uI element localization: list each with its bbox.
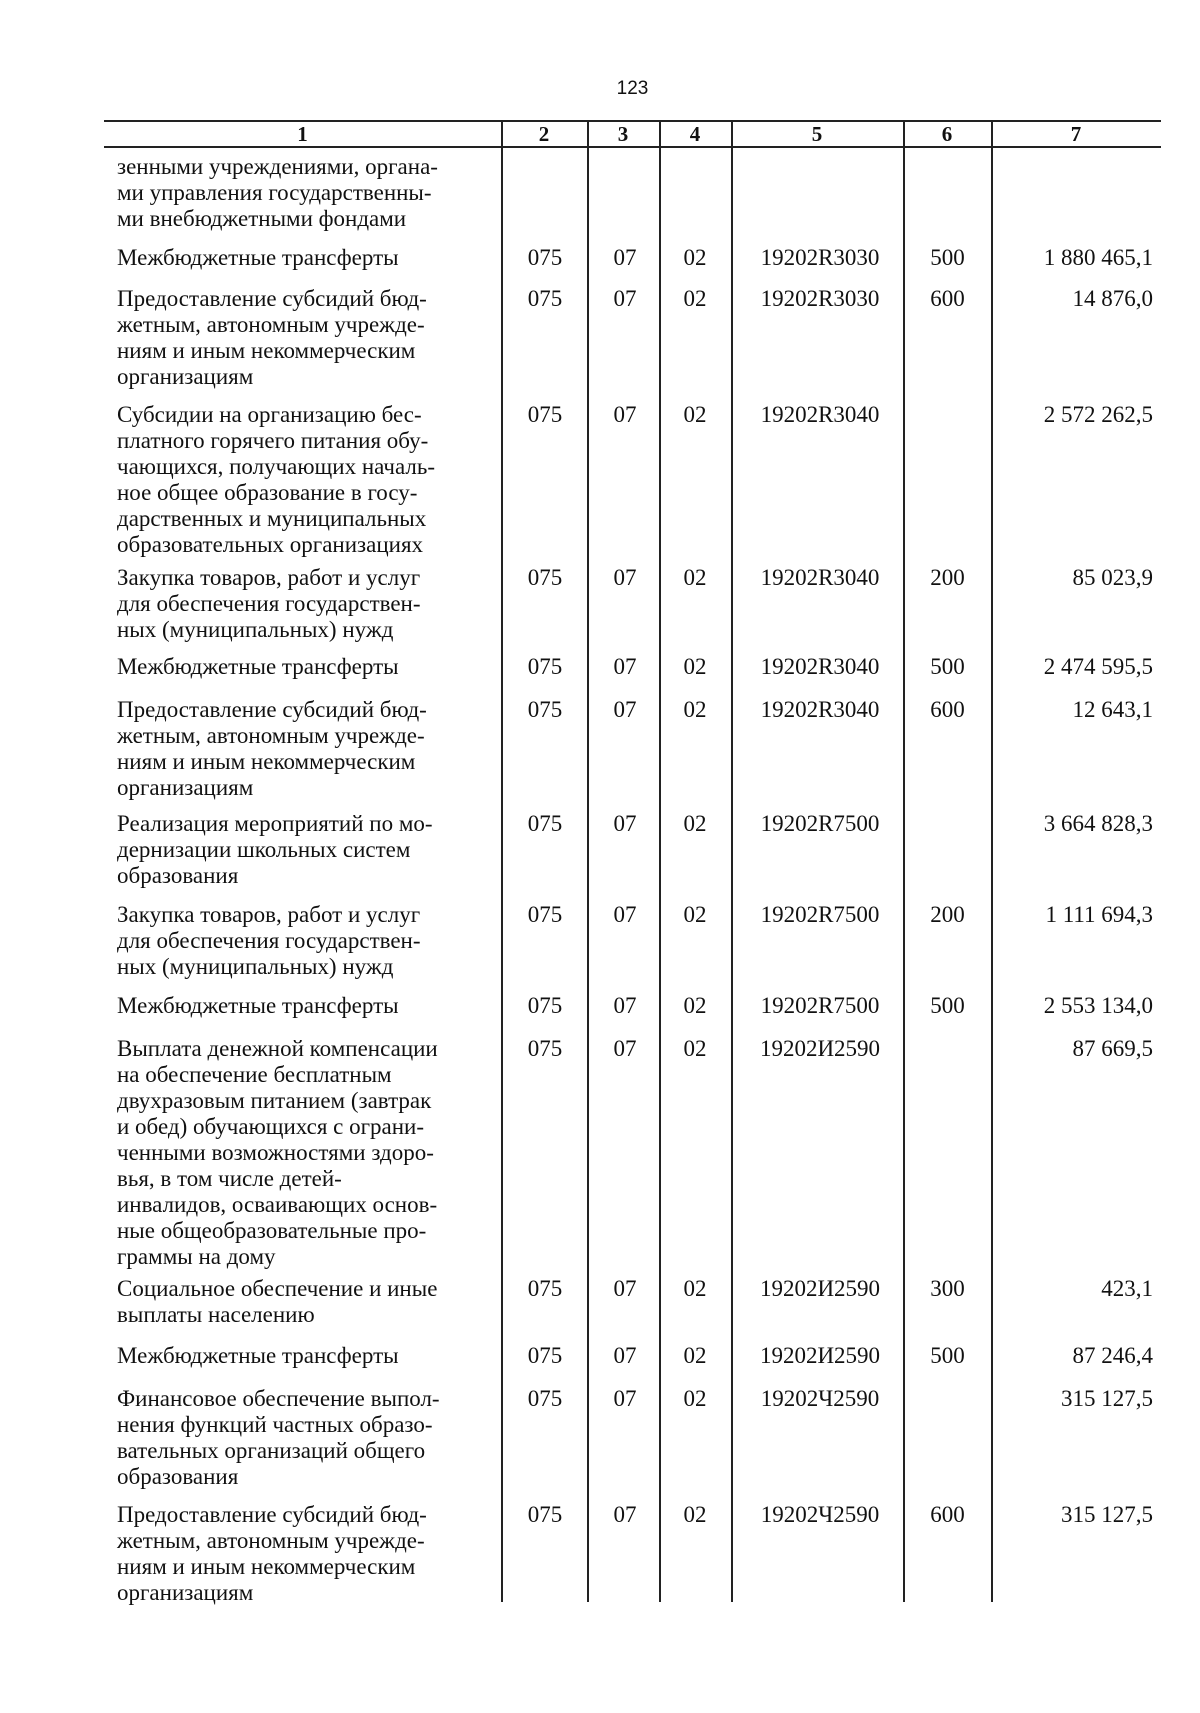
row-cell-c2: 075	[527, 402, 563, 427]
row-cell-c7: 2 474 595,5	[1043, 654, 1153, 679]
row-cell-c7: 315 127,5	[1061, 1386, 1153, 1411]
row-cell-c3: 07	[613, 1276, 637, 1301]
row-cell-c3: 07	[613, 565, 637, 590]
column-divider	[991, 120, 993, 1602]
row-cell-c5: 19202Ч2590	[760, 1502, 880, 1527]
row-cell-c6: 600	[930, 697, 965, 722]
row-description: Межбюджетные трансферты	[117, 1343, 399, 1368]
row-cell-c5: 19202И2590	[759, 1343, 881, 1368]
row-cell-c5: 19202R3040	[760, 654, 880, 679]
row-cell-c3: 07	[613, 993, 637, 1018]
column-divider	[501, 120, 503, 1602]
row-cell-c6: 200	[930, 902, 965, 927]
row-cell-c2: 075	[527, 654, 563, 679]
row-cell-c2: 075	[527, 1036, 563, 1061]
row-description: Выплата денежной компенсации на обеспечение бесплатным двухразовым питанием (завтрак и обед) обучающихся с ограни- ченными возможностями здоро- вья, в том числе детей- инвалидов, осваивающих основ- ные общеобразовательные про- граммы на дому	[117, 1036, 438, 1269]
row-cell-c2: 075	[527, 697, 563, 722]
column-divider	[587, 120, 589, 1602]
row-cell-c3: 07	[613, 286, 637, 311]
row-cell-c4: 02	[683, 1036, 707, 1061]
row-cell-c2: 075	[527, 286, 563, 311]
column-divider	[659, 120, 661, 1602]
column-header-7: 7	[1070, 122, 1082, 146]
row-cell-c2: 075	[527, 1502, 563, 1527]
row-cell-c7: 1 880 465,1	[1043, 245, 1153, 270]
row-cell-c4: 02	[683, 1276, 707, 1301]
row-description: зенными учреждениями, органа- ми управления государственны- ми внебюджетными фондами	[117, 154, 438, 231]
row-cell-c6: 300	[930, 1276, 965, 1301]
row-cell-c6: 200	[930, 565, 965, 590]
column-header-5: 5	[811, 122, 823, 146]
row-cell-c2: 075	[527, 811, 563, 836]
row-cell-c2: 075	[527, 1276, 563, 1301]
row-cell-c2: 075	[527, 565, 563, 590]
row-description: Финансовое обеспечение выпол- нения функций частных образо- вательных организаций общего образования	[117, 1386, 440, 1489]
row-cell-c6: 500	[930, 993, 965, 1018]
row-cell-c5: 19202И2590	[759, 1036, 881, 1061]
row-cell-c7: 423,1	[1101, 1276, 1153, 1301]
column-divider	[731, 120, 733, 1602]
row-cell-c3: 07	[613, 811, 637, 836]
row-cell-c5: 19202R3040	[760, 697, 880, 722]
row-cell-c2: 075	[527, 993, 563, 1018]
row-cell-c7: 87 669,5	[1072, 1036, 1153, 1061]
row-cell-c4: 02	[683, 1343, 707, 1368]
row-description: Межбюджетные трансферты	[117, 654, 399, 679]
row-cell-c5: 19202R3040	[760, 565, 880, 590]
row-description: Социальное обеспечение и иные выплаты населению	[117, 1276, 438, 1327]
row-cell-c5: 19202И2590	[759, 1276, 881, 1301]
row-cell-c7: 87 246,4	[1072, 1343, 1153, 1368]
row-description: Межбюджетные трансферты	[117, 993, 399, 1018]
row-description: Предоставление субсидий бюд- жетным, автономным учрежде- ниям и иным некоммерческим организациям	[117, 697, 427, 800]
row-cell-c4: 02	[683, 1502, 707, 1527]
row-cell-c2: 075	[527, 1343, 563, 1368]
row-cell-c5: 19202R3030	[760, 245, 880, 270]
row-description: Субсидии на организацию бес- платного горячего питания обу- чающихся, получающих началь- ное общее образование в госу- дарственных и муниципальных образовательных организациях	[117, 402, 436, 557]
row-description: Межбюджетные трансферты	[117, 245, 399, 270]
row-cell-c6: 600	[930, 286, 965, 311]
column-header-4: 4	[689, 122, 701, 146]
row-cell-c4: 02	[683, 565, 707, 590]
row-cell-c5: 19202R3030	[760, 286, 880, 311]
row-cell-c4: 02	[683, 402, 707, 427]
row-cell-c2: 075	[527, 245, 563, 270]
column-header-2: 2	[538, 122, 550, 146]
row-description: Закупка товаров, работ и услуг для обеспечения государствен- ных (муниципальных) нужд	[117, 902, 421, 979]
row-cell-c3: 07	[613, 1036, 637, 1061]
row-cell-c5: 19202R7500	[760, 993, 880, 1018]
row-cell-c3: 07	[613, 402, 637, 427]
row-cell-c6: 500	[930, 654, 965, 679]
row-cell-c7: 12 643,1	[1072, 697, 1153, 722]
row-cell-c3: 07	[613, 1343, 637, 1368]
row-cell-c7: 2 572 262,5	[1043, 402, 1153, 427]
column-header-3: 3	[617, 122, 629, 146]
row-cell-c6: 600	[930, 1502, 965, 1527]
row-cell-c4: 02	[683, 245, 707, 270]
row-cell-c3: 07	[613, 654, 637, 679]
row-cell-c2: 075	[527, 902, 563, 927]
page-number: 123	[616, 78, 649, 99]
column-header-6: 6	[941, 122, 953, 146]
row-description: Закупка товаров, работ и услуг для обеспечения государствен- ных (муниципальных) нужд	[117, 565, 421, 642]
row-cell-c6: 500	[930, 1343, 965, 1368]
row-cell-c7: 3 664 828,3	[1043, 811, 1153, 836]
row-cell-c4: 02	[683, 654, 707, 679]
row-cell-c5: 19202R7500	[760, 811, 880, 836]
row-cell-c4: 02	[683, 1386, 707, 1411]
row-description: Реализация мероприятий по мо- дернизации школьных систем образования	[117, 811, 433, 888]
row-cell-c7: 315 127,5	[1061, 1502, 1153, 1527]
row-cell-c7: 14 876,0	[1072, 286, 1153, 311]
row-cell-c4: 02	[683, 993, 707, 1018]
row-cell-c3: 07	[613, 697, 637, 722]
row-description: Предоставление субсидий бюд- жетным, автономным учрежде- ниям и иным некоммерческим организациям	[117, 1502, 427, 1605]
row-cell-c7: 85 023,9	[1072, 565, 1153, 590]
row-cell-c5: 19202Ч2590	[760, 1386, 880, 1411]
row-cell-c3: 07	[613, 902, 637, 927]
row-cell-c6: 500	[930, 245, 965, 270]
row-cell-c5: 19202R7500	[760, 902, 880, 927]
row-cell-c3: 07	[613, 1386, 637, 1411]
row-cell-c4: 02	[683, 811, 707, 836]
row-cell-c3: 07	[613, 1502, 637, 1527]
row-description: Предоставление субсидий бюд- жетным, автономным учрежде- ниям и иным некоммерческим организациям	[117, 286, 427, 389]
row-cell-c7: 2 553 134,0	[1043, 993, 1153, 1018]
row-cell-c7: 1 111 694,3	[1045, 902, 1153, 927]
row-cell-c4: 02	[683, 902, 707, 927]
row-cell-c4: 02	[683, 286, 707, 311]
row-cell-c5: 19202R3040	[760, 402, 880, 427]
column-header-1: 1	[297, 122, 308, 146]
row-cell-c4: 02	[683, 697, 707, 722]
row-cell-c2: 075	[527, 1386, 563, 1411]
column-divider	[903, 120, 905, 1602]
row-cell-c3: 07	[613, 245, 637, 270]
